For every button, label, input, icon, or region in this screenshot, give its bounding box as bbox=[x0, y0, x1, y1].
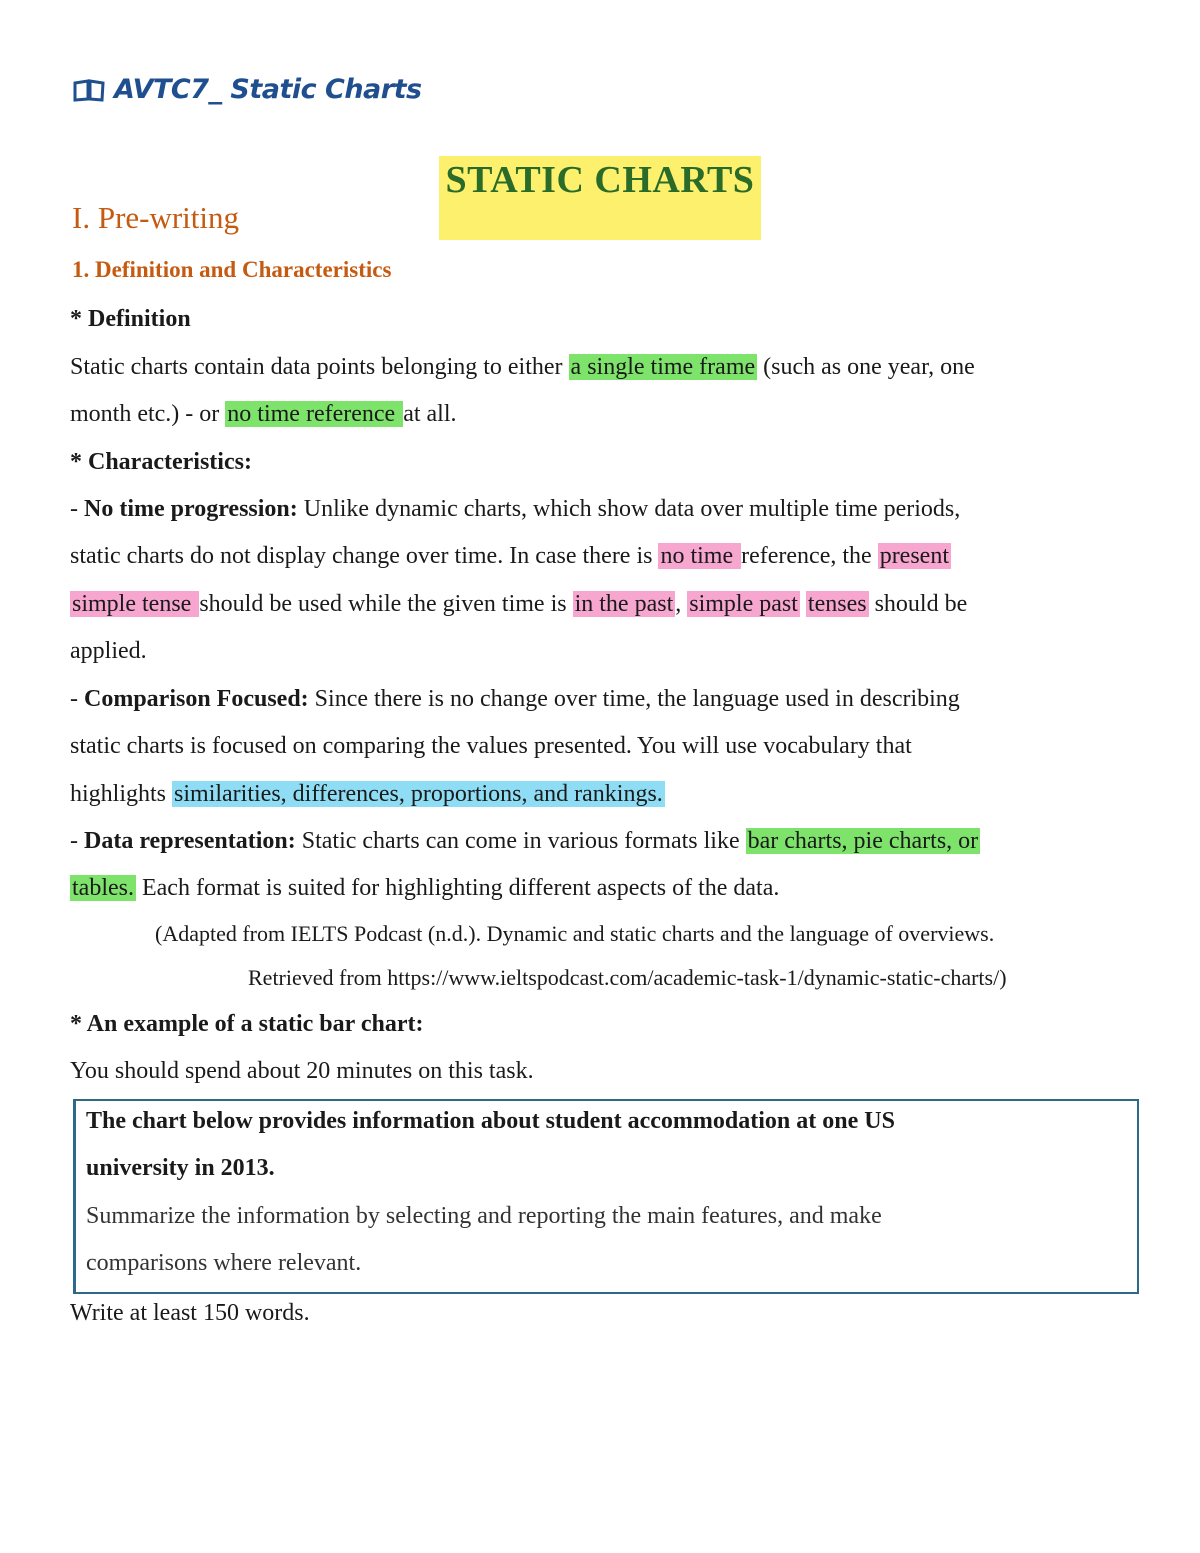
highlight-pink: tenses bbox=[807, 591, 867, 617]
text-span: should be bbox=[868, 591, 968, 617]
char1-line-4: applied. bbox=[70, 638, 147, 664]
definition-heading: * Definition bbox=[70, 306, 191, 332]
char1-line-3 bbox=[70, 589, 967, 619]
task-instruction-line-1: Summarize the information by selecting and reporting the main features, and make bbox=[86, 1203, 882, 1229]
char3-label: Data representation: bbox=[84, 828, 296, 854]
citation-line-2: Retrieved from https://www.ieltspodcast.com/academic-task-1/dynamic-static-charts/) bbox=[248, 965, 1007, 990]
task-prompt-line-2: university in 2013. bbox=[86, 1155, 275, 1181]
text-span: Since there is no change over time, the language used in describing bbox=[308, 686, 960, 712]
task-instruction-line-2: comparisons where relevant. bbox=[86, 1250, 362, 1276]
highlight-green: a single time frame bbox=[570, 354, 756, 380]
section-heading: I. Pre-writing bbox=[72, 200, 240, 235]
char3-line-1 bbox=[70, 826, 980, 856]
char1-line-1 bbox=[70, 494, 960, 524]
highlight-pink: present bbox=[879, 543, 949, 569]
example-heading: * An example of a static bar chart: bbox=[70, 1011, 424, 1037]
task-prompt-line-1: The chart below provides information about student accommodation at one US bbox=[86, 1108, 895, 1134]
dash: - bbox=[70, 496, 84, 522]
highlight-green: tables. bbox=[72, 875, 134, 901]
highlight-blue: similarities, differences, proportions, and rankings. bbox=[174, 781, 663, 807]
text-span bbox=[800, 591, 806, 617]
text-span: Static charts can come in various formats like bbox=[295, 828, 746, 854]
char1-label: No time progression: bbox=[84, 496, 298, 522]
char3-line-2 bbox=[70, 873, 779, 903]
text-span: Unlike dynamic charts, which show data over multiple time periods, bbox=[297, 496, 961, 522]
citation-line-1: (Adapted from IELTS Podcast (n.d.). Dynamic and static charts and the language of overviews. bbox=[155, 921, 995, 946]
text-span: , bbox=[675, 591, 688, 617]
text-span: at all. bbox=[403, 401, 457, 427]
text-span: Each format is suited for highlighting different aspects of the data. bbox=[135, 875, 780, 901]
word-count-instruction: Write at least 150 words. bbox=[70, 1300, 310, 1326]
dash: - bbox=[70, 828, 84, 854]
text-span: month etc.) - or bbox=[70, 401, 226, 427]
highlight-pink: simple past bbox=[689, 591, 798, 617]
text-span: reference, the bbox=[741, 543, 878, 569]
highlight-green: bar charts, pie charts, or bbox=[747, 828, 979, 854]
page-title: STATIC CHARTS bbox=[445, 159, 755, 201]
highlight-pink: no time bbox=[660, 543, 740, 569]
char1-line-2 bbox=[70, 541, 951, 571]
text-span: highlights bbox=[70, 781, 173, 807]
char2-label: Comparison Focused: bbox=[84, 686, 309, 712]
highlight-green: no time reference bbox=[227, 401, 402, 427]
text-span: Static charts contain data points belonging to either bbox=[70, 354, 569, 380]
char2-line-2: static charts is focused on comparing the values presented. You will use vocabulary that bbox=[70, 733, 912, 759]
dash: - bbox=[70, 686, 84, 712]
header-title: AVTC7_ Static Charts bbox=[114, 74, 422, 105]
char2-line-3 bbox=[70, 779, 665, 809]
time-instruction: You should spend about 20 minutes on this task. bbox=[70, 1058, 534, 1084]
subsection-heading: 1. Definition and Characteristics bbox=[72, 257, 392, 282]
text-span: (such as one year, one bbox=[757, 354, 975, 380]
definition-line-2 bbox=[70, 399, 457, 429]
highlight-pink: simple tense bbox=[72, 591, 198, 617]
document-header bbox=[72, 74, 422, 105]
characteristics-heading: * Characteristics: bbox=[70, 449, 252, 475]
text-span: static charts do not display change over time. In case there is bbox=[70, 543, 659, 569]
text-span: should be used while the given time is bbox=[199, 591, 573, 617]
book-icon bbox=[72, 78, 106, 102]
highlight-pink: in the past bbox=[574, 591, 674, 617]
char2-line-1 bbox=[70, 684, 960, 714]
definition-line-1 bbox=[70, 352, 975, 382]
